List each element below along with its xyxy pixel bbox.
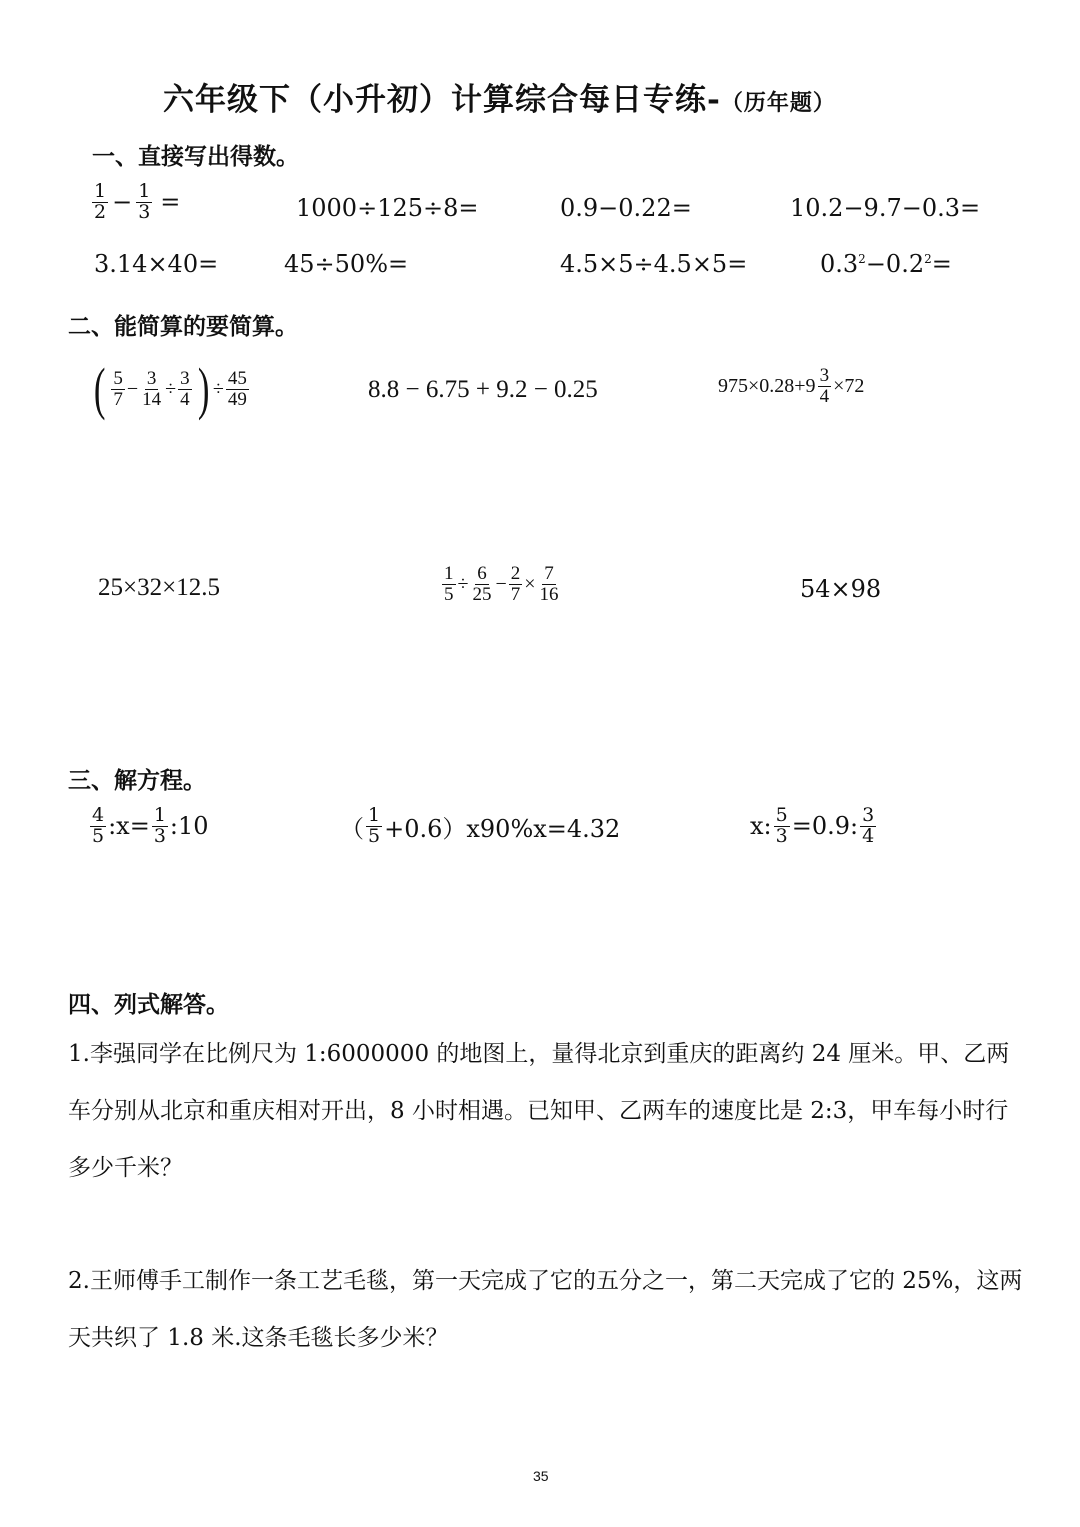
title-main: 六年级下（小升初）计算综合每日专练- (163, 82, 721, 118)
s2-p6: 54×98 (800, 575, 882, 603)
s2-p5: $\frac{1}{5}$ ÷ $\frac{6}{25}$ − $\frac{2}{7}$ × $\frac{7}{16}$ (444, 563, 559, 605)
s1-q3: 0.9−0.22= (560, 194, 692, 222)
section4-heading: 四、列式解答。 (68, 991, 229, 1018)
word-problem-1: 1.李强同学在比例尺为 1:6000000 的地图上，量得北京到重庆的距离约 24 厘米。甲、乙两车分别从北京和重庆相对开出，8 小时相遇。已知甲、乙两车的速度比是 2:3，甲车每小时行多少千米？ (68, 1041, 1010, 1181)
s2-p1: ( $\frac{5}{7}$ − $\frac{3}{14}$ ÷ $\frac{3}{4}$ ) ÷ $\frac{45}{49}$ (93, 356, 247, 421)
s3-e3: x: $\frac{5}{3}$ =0.9: $\frac{3}{4}$ (750, 804, 875, 847)
section1-heading: 一、直接写出得数。 (92, 143, 299, 170)
fraction: $\frac{1}{2}$ (94, 180, 107, 223)
s2-p2: 8.8 − 6.75 + 9.2 − 0.25 (368, 376, 598, 403)
right-paren: ) (197, 356, 210, 421)
s1-q2: 1000÷125÷8= (296, 194, 479, 222)
fraction: $\frac{1}{3}$ (138, 180, 151, 223)
s2-p3: 975×0.28+9 $\frac{3}{4}$ ×72 (718, 365, 865, 407)
s1-q8: $0.3^2-0.2^2=$ (820, 250, 952, 278)
s2-p4: 25×32×12.5 (98, 574, 220, 601)
s1-q7: 4.5×5÷4.5×5= (560, 250, 748, 278)
title-suffix: （历年题） (720, 90, 836, 116)
section2-heading: 二、能简算的要简算。 (68, 313, 298, 340)
s1-q6: 45÷50%= (284, 250, 409, 278)
s1-q5: 3.14×40= (94, 250, 219, 278)
page-title (163, 74, 836, 119)
s1-q1: $\frac{1}{2}$ − $\frac{1}{3}$ = (94, 180, 181, 223)
page-number: 35 (533, 1468, 549, 1484)
s3-e2: （ $\frac{1}{5}$ +0.6）x90%x=4.32 (340, 804, 621, 847)
word-problem-2: 2.王师傅手工制作一条工艺毛毯，第一天完成了它的五分之一，第二天完成了它的 25%，这两天共织了 1.8 米.这条毛毯长多少米？ (68, 1268, 1023, 1351)
s3-e1: $\frac{4}{5}$ :x= $\frac{1}{3}$ :10 (92, 804, 209, 847)
left-paren: ( (93, 356, 106, 421)
s1-q4: 10.2−9.7−0.3= (790, 194, 981, 222)
section3-heading: 三、解方程。 (68, 767, 206, 794)
